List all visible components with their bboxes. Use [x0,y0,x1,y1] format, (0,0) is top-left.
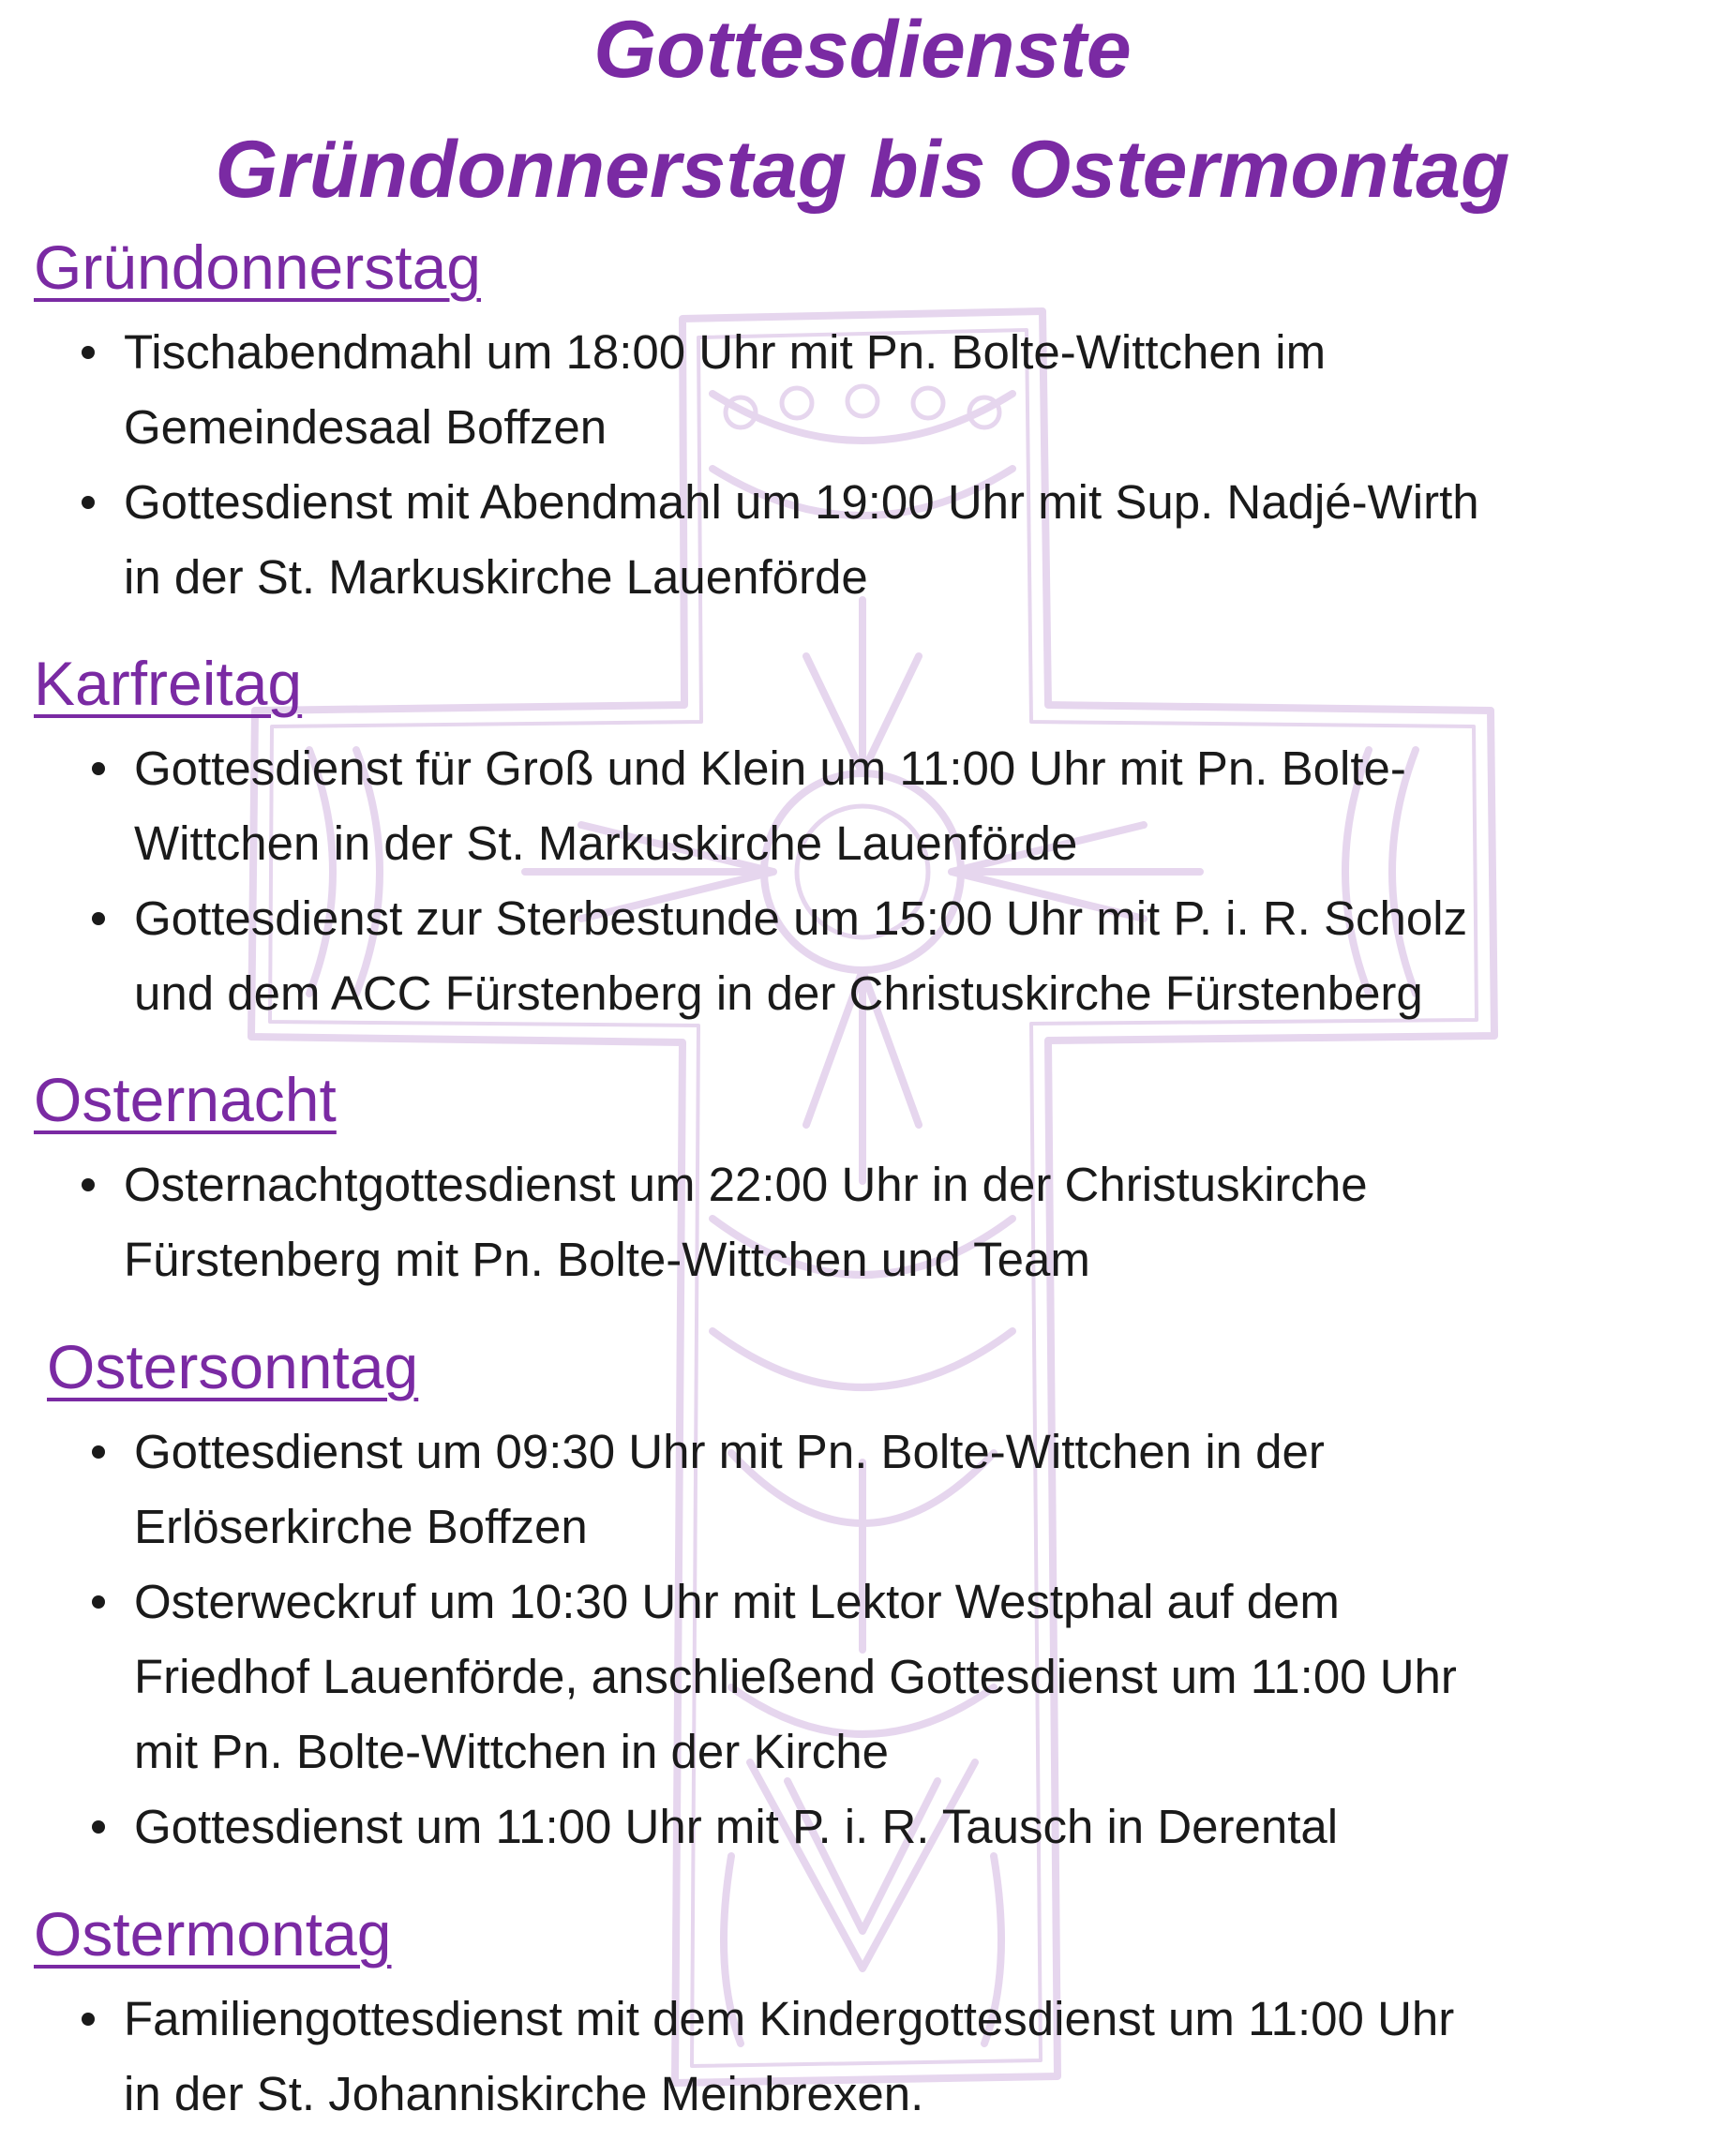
section-heading-karfreitag: Karfreitag [34,649,303,718]
event-text: Tischabendmahl um 18:00 Uhr mit Pn. Bolte-Wittchen im Gemeindesaal Boffzen [124,325,1327,454]
event-text: Gottesdienst für Groß und Klein um 11:00 Uhr mit Pn. Bolte- Wittchen in der St. Markuskirche Lauenförde [134,741,1406,870]
event-list-karfreitag [92,731,1467,1031]
event-text: Gottesdienst um 09:30 Uhr mit Pn. Bolte-Wittchen in der Erlöserkirche Boffzen [134,1425,1325,1553]
list-item [82,1982,1454,2132]
section-heading-gruendonnerstag: Gründonnerstag [34,232,481,302]
list-item [82,465,1479,615]
section-heading-osternacht: Osternacht [34,1065,337,1134]
list-item [92,1565,1457,1789]
event-list-gruendonnerstag [82,315,1479,615]
section-heading-ostersonntag: Ostersonntag [47,1332,419,1401]
event-text: Osternachtgottesdienst um 22:00 Uhr in der Christuskirche Fürstenberg mit Pn. Bolte-Wittchen und Team [124,1158,1368,1286]
page-title: Gottesdienste [593,5,1132,95]
event-list-osternacht [82,1147,1368,1297]
event-list-ostersonntag [92,1415,1457,1864]
list-item [82,1147,1368,1297]
list-item [92,731,1467,881]
event-text: Gottesdienst mit Abendmahl um 19:00 Uhr mit Sup. Nadjé-Wirth in der St. Markuskirche Lauenförde [124,475,1479,604]
section-heading-ostermontag: Ostermontag [34,1899,392,1969]
event-list-ostermontag [82,1982,1454,2132]
event-text: Familiengottesdienst mit dem Kindergottesdienst um 11:00 Uhr in der St. Johanniskirche Meinbrexen. [124,1992,1455,2120]
event-text: Osterweckruf um 10:30 Uhr mit Lektor Westphal auf dem Friedhof Lauenförde, anschließend Gottesdienst um 11:00 Uhr mit Pn. Bolte-Wittchen in der Kirche [134,1575,1457,1778]
page-subtitle: Gründonnerstag bis Ostermontag [215,125,1510,215]
list-item [92,1415,1457,1565]
list-item [92,1789,1457,1864]
event-text: Gottesdienst um 11:00 Uhr mit P. i. R. Tausch in Derental [134,1800,1339,1853]
list-item [82,315,1479,465]
event-text: Gottesdienst zur Sterbestunde um 15:00 Uhr mit P. i. R. Scholz und dem ACC Fürstenberg in der Christuskirche Fürstenberg [134,891,1468,1020]
list-item [92,881,1467,1031]
